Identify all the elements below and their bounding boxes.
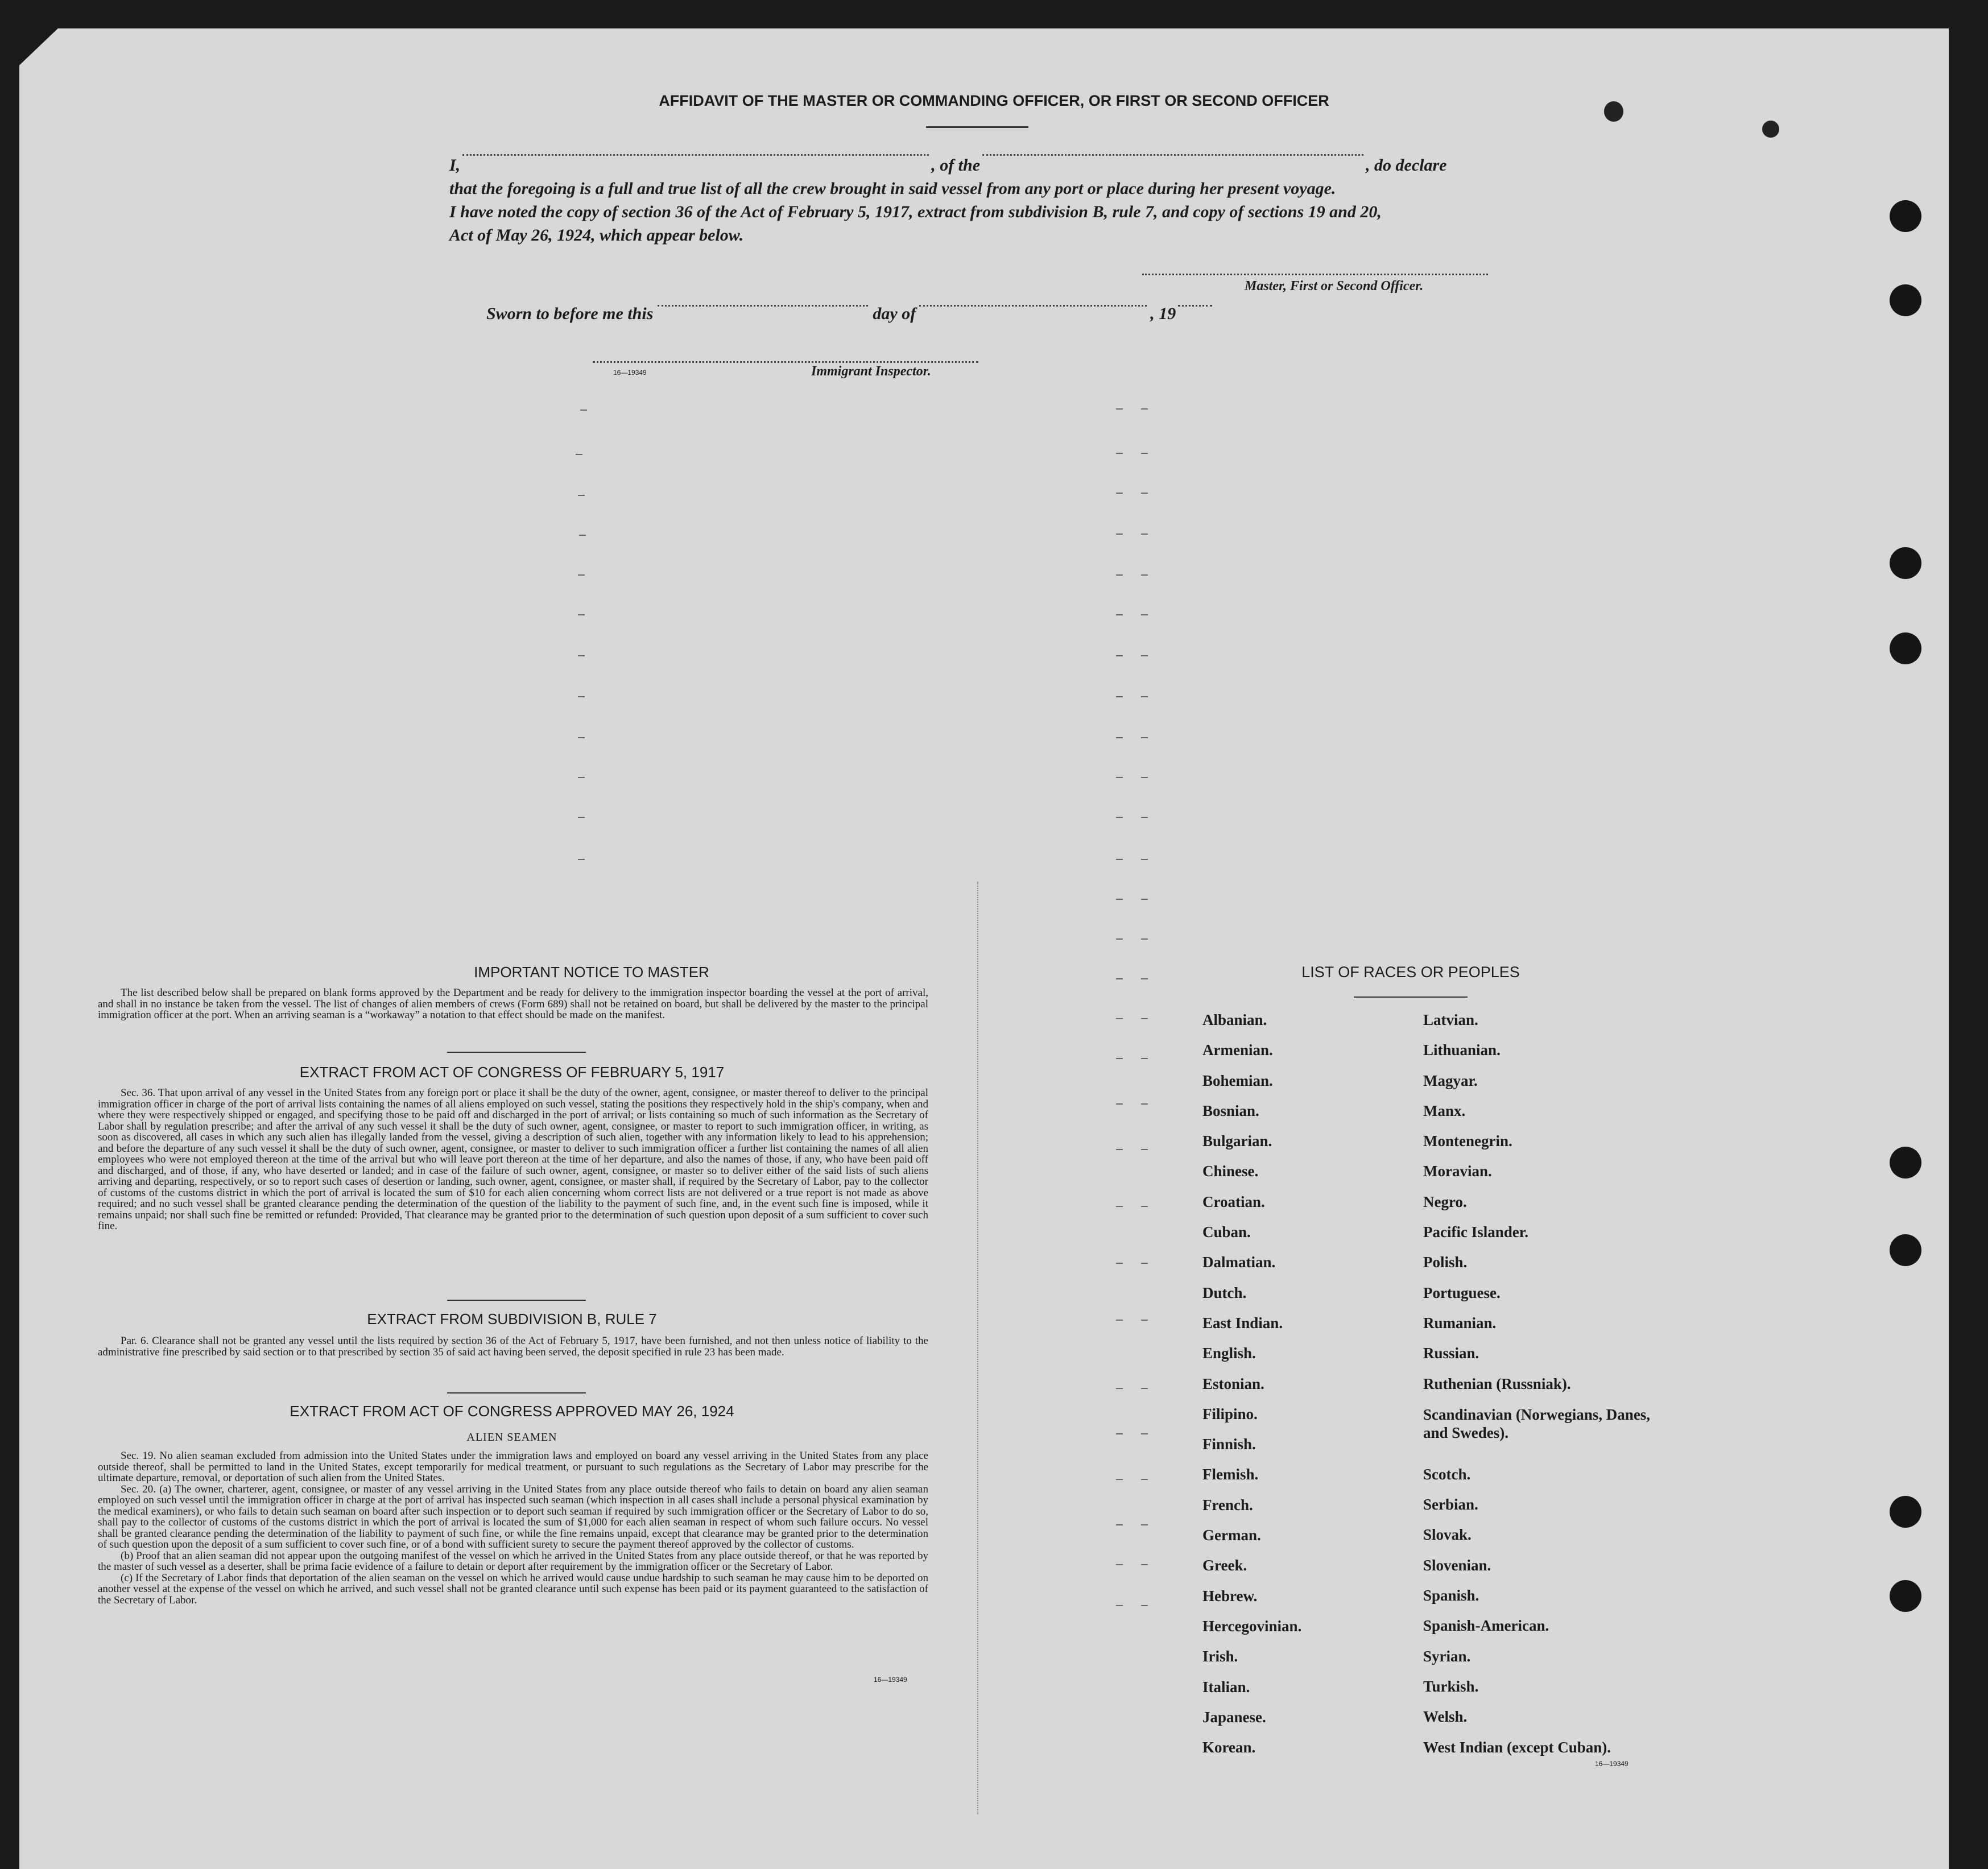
race-item: English.: [1202, 1345, 1256, 1362]
race-item: Flemish.: [1202, 1466, 1259, 1483]
affidavit-title: AFFIDAVIT OF THE MASTER OR COMMANDING OFFICER, OR FIRST OR SECOND OFFICER: [659, 92, 1329, 109]
notice-body: [98, 987, 928, 1021]
race-item: Korean.: [1202, 1739, 1256, 1756]
race-item: Cuban.: [1202, 1223, 1251, 1241]
race-item: Bohemian.: [1202, 1072, 1273, 1089]
declarant-label: I,: [449, 156, 461, 175]
year-label: , 19: [1150, 304, 1176, 323]
race-item: Spanish-American.: [1423, 1617, 1549, 1635]
sec-20b-text: (b) Proof that an alien seaman did not appear upon the outgoing manifest of the vessel on which he arrived in the United States from any place outside thereof, or that he was reported by the master of such vessel as a deserter, shall be prima facie evidence of a failure to detain or deport after requirement by the immigration officer or the Secretary of Labor.: [98, 1549, 928, 1573]
race-item: Chinese.: [1202, 1163, 1259, 1180]
section-36-text: Sec. 36. That upon arrival of any vessel in the United States from any foreign port or place it shall be the duty of the owner, agent, consignee, or master thereof to deliver to the principal immigration officer in charge of the port of arrival lists containing the names of all aliens employed on such vessel, stating the positions they respectively hold in the ship's company, when and where they were respectively shipped or engaged, and specifying those to be paid off and discharged in the port of arrival; or lists containing so much of such information as the Secretary of Labor shall by regulation prescribe; and after the arrival of any such vessel it shall be the duty of such owner, agent, consignee, or master to report to such immigration officer, in writing, as soon as discovered, all cases in which any such alien has illegally landed from the vessel, giving a description of such alien, together with any information likely to lead to his apprehension; and before the departure of any such vessel it shall be the duty of such owner, agent, consignee, or master to deliver to such immigration officer a further list containing the names of all alien employees who were not employed thereon at the time of the arrival but who will leave port thereon at the time of her departure, and also the names of those, if any, who have been paid off and discharged, and of those, if any, who have deserted or landed; and in case of the failure of such owner, agent, consignee, or master so to deliver either of the said lists of such aliens arriving and departing, respectively, or so to report such cases of desertion or landing, such owner, agent, consignee, or master shall, if required by the Secretary of Labor, pay to the collector of customs of the customs district in which the port of arrival is located the sum of $10 for each alien concerning whom correct lists are not delivered or a true report is not made as above required; and no such vessel shall be granted clearance pending the determination of the question of the liability to the payment of such fine, and, in the event such fine is imposed, while it remains unpaid; nor shall such fine be remitted or refunded: Provided, That clearance may be granted prior to the determination of such question upon deposit of a sum sufficient to cover such fine.: [98, 1087, 928, 1232]
race-item: Dutch.: [1202, 1284, 1247, 1301]
binder-hole: [1890, 1580, 1921, 1612]
fold-line: [977, 882, 978, 1814]
races-left-column: [1202, 1011, 1301, 1769]
binder-hole: [1890, 284, 1921, 316]
race-item: Hercegovinian.: [1202, 1617, 1302, 1635]
race-item: Greek.: [1202, 1557, 1247, 1574]
race-item: Hebrew.: [1202, 1587, 1258, 1605]
race-item: Pacific Islander.: [1423, 1223, 1528, 1241]
affidavit-line-3: I have noted the copy of section 36 of the Act of February 5, 1917, extract from subdivision B, rule 7, and copy of sections 19 and 20,: [449, 202, 1382, 221]
races-right-column: [1423, 1011, 1651, 1769]
binder-hole: [1890, 200, 1921, 232]
affidavit-line-2: that the foregoing is a full and true list of all the crew brought in said vessel from any port or place during her present voyage.: [449, 179, 1336, 198]
race-item: Bosnian.: [1202, 1102, 1259, 1119]
race-item: Serbian.: [1423, 1496, 1478, 1514]
sec-20a-text: Sec. 20. (a) The owner, charterer, agent, consignee, or master of any vessel arriving in the United States from any place outside thereof who fails to detain on board any alien seaman employed on such vessel until the immigration officer in charge at the port of arrival has inspected such seaman (which inspection in all cases shall include a personal physical examination by the medical examiners), or who fails to detain such seaman on board after such inspection or to deport such seaman if required by such immigration officer or the Secretary of Labor to do so, shall pay to the collector of customs of the customs district in which the port of arrival is located the sum of $1,000 for each alien seaman in respect of whom such failure occurs. No vessel shall be granted clearance pending the determination of the liability to payment of such fine, or while the fine remains unpaid, except that clearance may be granted prior to the determination of such question upon the deposit of a sum sufficient to cover such fine, or of a bond with sufficient surety to secure the payment thereof approved by the collector of customs.: [98, 1483, 928, 1550]
sworn-label: Sworn to before me this: [486, 304, 654, 323]
right-form-no: 16—19349: [1595, 1760, 1629, 1768]
race-item: Slovenian.: [1423, 1556, 1491, 1574]
vessel-name-field[interactable]: [982, 154, 1363, 156]
section-divider: [447, 1052, 586, 1053]
extract-rule7-body: [98, 1335, 928, 1358]
title-underline: [926, 126, 1028, 128]
race-item: Scotch.: [1423, 1465, 1471, 1483]
binder-hole: [1890, 632, 1921, 664]
race-item: Finnish.: [1202, 1436, 1256, 1453]
race-item: Syrian.: [1423, 1647, 1471, 1665]
declare-label: , do declare: [1366, 156, 1447, 175]
race-item: French.: [1202, 1496, 1253, 1514]
race-item: West Indian (except Cuban).: [1423, 1738, 1611, 1756]
race-item: Bulgarian.: [1202, 1132, 1272, 1150]
race-item: Italian.: [1202, 1678, 1250, 1696]
inspector-signature-field[interactable]: [593, 361, 978, 363]
race-item: Lithuanian.: [1423, 1041, 1501, 1059]
declarant-name-field[interactable]: [462, 154, 929, 156]
vessel-label: , of the: [931, 156, 981, 175]
binder-hole: [1890, 1147, 1921, 1179]
sworn-day-field[interactable]: [658, 304, 868, 307]
race-item: Magyar.: [1423, 1072, 1478, 1089]
sec-20c-text: (c) If the Secretary of Labor finds that deportation of the alien seaman on the vessel on which he arrived would cause undue hardship to such seaman he may cause him to be deported on another vessel at the expense of the vessel on which he arrived, and such vessel shall not be granted clearance until such expense has been paid or its payment guaranteed to the satisfaction of the Secretary of Labor.: [98, 1572, 928, 1606]
section-divider: [447, 1392, 586, 1394]
day-of-label: day of: [873, 304, 916, 323]
section-divider: [447, 1300, 586, 1301]
extract-1917-title: EXTRACT FROM ACT OF CONGRESS OF FEBRUARY 5, 1917: [299, 1064, 725, 1081]
race-item: Turkish.: [1423, 1677, 1479, 1695]
race-item: Moravian.: [1423, 1163, 1492, 1180]
inspector-label: Immigrant Inspector.: [811, 364, 931, 379]
race-item: Welsh.: [1423, 1708, 1468, 1726]
races-title-underline: [1354, 996, 1468, 998]
race-item: Filipino.: [1202, 1405, 1258, 1423]
par-6-text: Par. 6. Clearance shall not be granted any vessel until the lists required by section 36 of the Act of February 5, 1917, have been furnished, and not then unless notice of liability to the administrative fine prescribed by said section or to that prescribed by section 35 of said act having been served, the deposit specified in rule 23 has been made.: [98, 1335, 928, 1358]
race-item: Croatian.: [1202, 1193, 1265, 1210]
sworn-year-field[interactable]: [1178, 304, 1212, 307]
race-item: Negro.: [1423, 1193, 1467, 1210]
race-item: Ruthenian (Russniak).: [1423, 1375, 1571, 1392]
races-title: LIST OF RACES OR PEOPLES: [1301, 964, 1520, 981]
race-item: Russian.: [1423, 1345, 1479, 1362]
binder-hole: [1890, 1234, 1921, 1266]
extract-1924-body: [98, 1450, 928, 1606]
master-signature-field[interactable]: [1142, 273, 1488, 275]
left-form-no: 16—19349: [874, 1676, 907, 1684]
extract-rule7-title: EXTRACT FROM SUBDIVISION B, RULE 7: [367, 1310, 657, 1328]
notice-text: The list described below shall be prepared on blank forms approved by the Department and be ready for delivery to the immigration inspector boarding the vessel at the port of arrival, and shall in no instance be taken from the vessel. The list of changes of alien members of crews (Form 689) shall not be retained on board, but shall be delivered by the master to the principal immigration officer at the port. When an arriving seaman is a “workaway” a notation to that effect should be made on the manifest.: [98, 987, 928, 1021]
sworn-line: [486, 304, 1212, 324]
notice-title: IMPORTANT NOTICE TO MASTER: [474, 964, 709, 981]
race-item: Manx.: [1423, 1102, 1466, 1119]
race-item: Spanish.: [1423, 1587, 1479, 1605]
race-item: East Indian.: [1202, 1314, 1283, 1332]
sworn-month-field[interactable]: [919, 304, 1147, 307]
race-item: Irish.: [1202, 1648, 1238, 1665]
binder-hole: [1890, 1496, 1921, 1528]
race-item: Estonian.: [1202, 1375, 1264, 1392]
race-item: Japanese.: [1202, 1708, 1266, 1726]
race-item: Montenegrin.: [1423, 1132, 1512, 1150]
race-item: Polish.: [1423, 1254, 1468, 1271]
affidavit-statement: [449, 154, 1510, 247]
inspector-form-no: 16—19349: [613, 369, 647, 377]
race-item: Albanian.: [1202, 1011, 1267, 1028]
race-item: Latvian.: [1423, 1011, 1478, 1028]
race-item: Armenian.: [1202, 1041, 1273, 1059]
race-item: Dalmatian.: [1202, 1254, 1276, 1271]
extract-1924-title: EXTRACT FROM ACT OF CONGRESS APPROVED MAY 26, 1924: [290, 1403, 734, 1420]
master-signature-label: Master, First or Second Officer.: [1245, 279, 1424, 293]
binder-hole: [1890, 547, 1921, 579]
extract-1917-body: [98, 1088, 928, 1232]
race-item: Rumanian.: [1423, 1314, 1497, 1332]
race-item: German.: [1202, 1527, 1261, 1544]
race-item: Scandinavian (Norwegians, Danes, and Swedes).: [1423, 1405, 1651, 1441]
race-item: Portuguese.: [1423, 1284, 1501, 1301]
sec-19-text: Sec. 19. No alien seaman excluded from admission into the United States under the immigration laws and employed on board any vessel arriving in the United States from any place outside thereof, shall be permitted to land in the United States, except temporarily for medical treatment, or pursuant to such regulations as the Secretary of Labor may prescribe for the ultimate departure, removal, or deportation of such alien from the United States.: [98, 1450, 928, 1484]
race-item: Slovak.: [1423, 1526, 1472, 1544]
affidavit-line-4: Act of May 26, 1924, which appear below.: [449, 226, 744, 245]
ink-spot: [1762, 121, 1779, 138]
alien-seamen-subtitle: ALIEN SEAMEN: [466, 1431, 557, 1444]
